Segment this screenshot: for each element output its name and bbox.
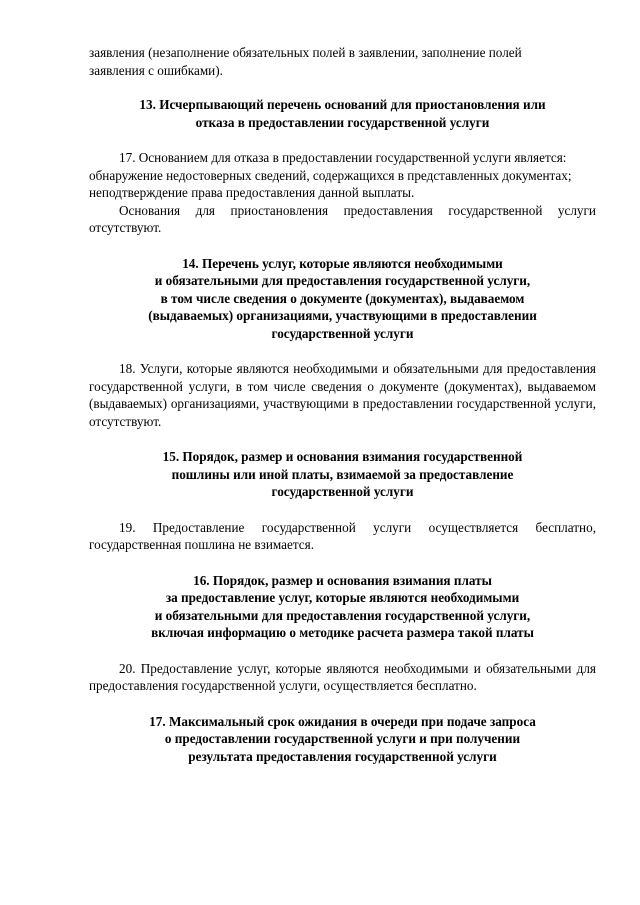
heading-line: и обязательными для предоставления государственной услуги, xyxy=(154,273,531,288)
heading-line: 16. Порядок, размер и основания взимания платы xyxy=(193,572,492,588)
section-15-heading xyxy=(89,448,596,501)
paragraph-20: 20. Предоставление услуг, которые являются необходимыми и обязательными для предоставления государственной услуги, осуществляется бесплатно. xyxy=(89,660,596,693)
heading-line: отказа в предоставлении государственной услуги xyxy=(195,114,490,130)
paragraph-17-item-2: неподтверждение права предоставления данной выплаты. xyxy=(89,185,415,200)
heading-line: 17. Максимальный срок ожидания в очереди при подаче запроса xyxy=(149,713,536,729)
section-13-heading xyxy=(89,96,596,131)
heading-line: 14. Перечень услуг, которые являются необходимыми xyxy=(182,255,503,271)
heading-line: (выдаваемых) организациями, участвующими в предоставлении xyxy=(148,308,537,323)
intro-line: заявления с ошибками). xyxy=(89,62,223,78)
heading-line: результата предоставления государственной услуги xyxy=(188,748,497,764)
heading-line: 15. Порядок, размер и основания взимания государственной xyxy=(162,449,523,464)
section-14-heading xyxy=(89,255,596,343)
paragraph-17-suspension: Основания для приостановления предоставления государственной услуги отсутствуют. xyxy=(89,202,596,235)
heading-line: включая информацию о методике расчета размера такой платы xyxy=(151,625,534,640)
heading-line: государственной услуги xyxy=(271,325,414,341)
paragraph-17-item-1: обнаружение недостоверных сведений, содержащихся в представленных документах; xyxy=(89,167,572,183)
heading-line: государственной услуги xyxy=(271,484,414,499)
section-16-heading xyxy=(89,572,596,642)
paragraph-18: 18. Услуги, которые являются необходимыми и обязательными для предоставления государственной услуги, в том числе сведения о документе (документах), выдаваемом (выдаваемых) организациями, участвующими в предоставлении государственной услуги, отсутствуют. xyxy=(89,361,596,429)
intro-paragraph xyxy=(89,44,596,79)
heading-line: и обязательными для предоставления государственной услуги, xyxy=(154,607,531,623)
heading-line: пошлины или иной платы, взимаемой за предоставление xyxy=(171,466,514,482)
heading-line: в том числе сведения о документе (документах), выдаваемом xyxy=(160,290,525,306)
heading-line: за предоставление услуг, которые являются необходимыми xyxy=(165,590,520,605)
heading-line: 13. Исчерпывающий перечень оснований для приостановления или xyxy=(139,97,546,112)
heading-line: о предоставлении государственной услуги и при получении xyxy=(164,731,521,746)
section-17-heading xyxy=(89,713,596,766)
intro-line: заявления (незаполнение обязательных полей в заявлении, заполнение полей xyxy=(89,45,522,60)
paragraph-17: 17. Основанием для отказа в предоставлении государственной услуги является: xyxy=(119,150,567,165)
paragraph-19: 19. Предоставление государственной услуги осуществляется бесплатно, государственная пошлина не взимается. xyxy=(89,519,596,552)
